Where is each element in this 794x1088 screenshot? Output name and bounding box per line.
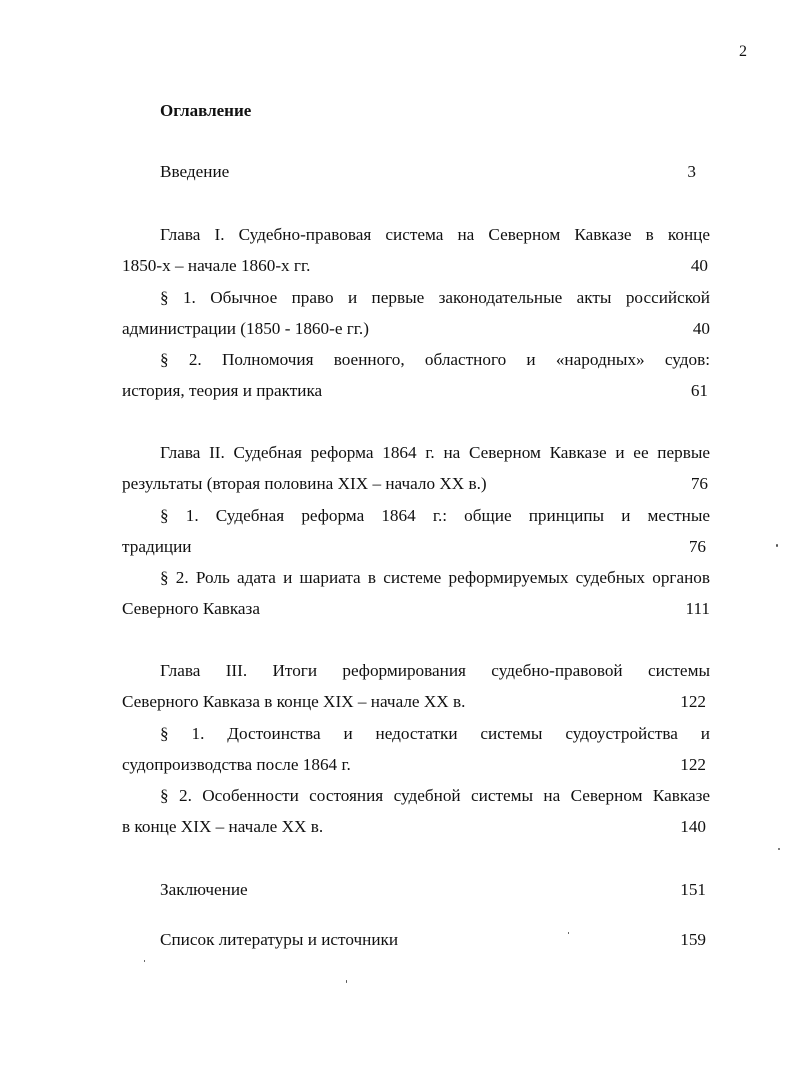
toc-section-2-1-line1: § 1. Судебная реформа 1864 г.: общие принципы и местные	[160, 506, 710, 525]
scan-speck	[144, 960, 145, 962]
toc-page-ref: 111	[685, 599, 710, 618]
toc-chapter-2-title-line1: Глава II. Судебная реформа 1864 г. на Северном Кавказе и ее первые	[160, 443, 710, 462]
toc-entry-bibliography	[160, 928, 710, 952]
toc-section-1-1-line1: § 1. Обычное право и первые законодательные акты российской	[160, 288, 710, 307]
toc-section-3-1-line2: судопроизводства после 1864 г. 122	[122, 753, 710, 777]
toc-section-2-1-line2: традиции 76	[122, 535, 710, 559]
toc-page-ref: 140	[680, 817, 706, 836]
scan-speck	[568, 932, 569, 934]
toc-entry-title: Введение	[160, 162, 230, 181]
toc-entry-title: Заключение	[160, 880, 248, 899]
toc-section-3-2-line2: в конце XIX – начале XX в. 140	[122, 815, 710, 839]
page-number: 2	[739, 43, 747, 60]
toc-page-ref: 61	[690, 381, 708, 400]
toc-section-3-2-line1: § 2. Особенности состояния судебной системы на Северном Кавказе	[160, 786, 710, 805]
toc-section-2-2-line2: Северного Кавказа 111	[122, 597, 710, 621]
toc-page-ref: 76	[688, 537, 706, 556]
scan-speck	[778, 848, 780, 850]
toc-chapter-2-title-line2: результаты (вторая половина XIX – начало XX в.) 76	[122, 472, 710, 496]
toc-entry-conclusion	[160, 878, 710, 902]
toc-entry-intro	[160, 160, 710, 184]
toc-page-ref: 76	[690, 474, 708, 493]
toc-chapter-3-title-line2: Северного Кавказа в конце XIX – начале XX в. 122	[122, 690, 710, 714]
toc-page-ref: 40	[692, 319, 710, 338]
toc-chapter-3-title-line1: Глава III. Итоги реформирования судебно-правовой системы	[160, 661, 710, 680]
scan-speck	[346, 980, 347, 983]
toc-entry-title: Список литературы и источники	[160, 930, 399, 949]
toc-page-ref: 3	[687, 162, 696, 181]
scan-speck	[776, 544, 778, 547]
toc-page-ref: 122	[680, 692, 706, 711]
toc-section-3-1-line1: § 1. Достоинства и недостатки системы судоустройства и	[160, 724, 710, 743]
toc-page-ref: 122	[680, 755, 706, 774]
toc-page-ref: 151	[680, 880, 706, 899]
toc-page-ref: 40	[690, 256, 708, 275]
toc-section-1-1-line2: администрации (1850 - 1860-е гг.) 40	[122, 317, 710, 341]
toc-heading: Оглавление	[160, 101, 252, 120]
toc-chapter-1-title-line1: Глава I. Судебно-правовая система на Северном Кавказе в конце	[160, 225, 710, 244]
toc-section-2-2-line1: § 2. Роль адата и шариата в системе реформируемых судебных органов	[160, 568, 710, 587]
toc-chapter-1-title-line2: 1850-х – начале 1860-х гг. 40	[122, 254, 710, 278]
toc-section-1-2-line2: история, теория и практика 61	[122, 379, 710, 403]
toc-page-ref: 159	[680, 930, 706, 949]
toc-section-1-2-line1: § 2. Полномочия военного, областного и «народных» судов:	[160, 350, 710, 369]
